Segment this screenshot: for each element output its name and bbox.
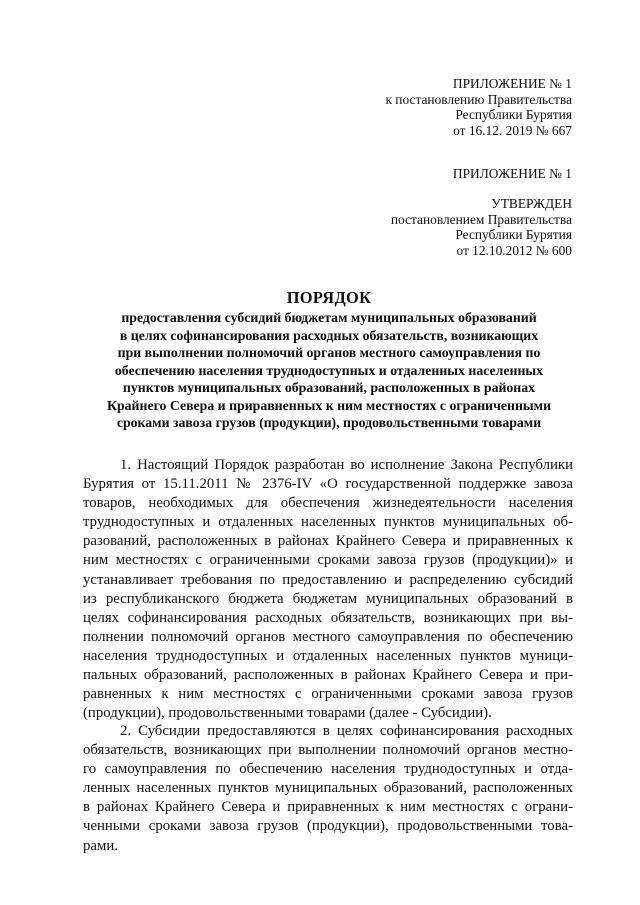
approved-label: УТВЕРЖДЕН [491,196,572,211]
paragraph-2 [83,722,573,856]
appendix-date-number: от 16.12. 2019 № 667 [453,122,572,138]
appendix-header [385,76,572,138]
paragraph-line: пальных образований, расположенных в районах Крайнего Севера и при- [83,667,573,684]
subtitle-line: при выполнении полномочий органов местного самоуправления по [117,345,541,360]
paragraph-line: равненных к ним местностях с ограниченными сроками завоза грузов [83,686,573,703]
subtitle-line: обеспечению населения труднодоступных и отдаленных населенных [114,362,544,378]
paragraph-line: го самоуправления по обеспечению населения труднодоступных и отда- [83,761,573,778]
paragraph-1 [83,456,573,723]
paragraph-line: целях софинансирования расходных обязательств, возникающих при вы- [83,609,573,626]
approved-republic: Республики Бурятия [455,227,572,243]
paragraph-line: ленных населенных пунктов муниципальных образований, расположенных [83,780,573,797]
appendix-header-2 [453,166,572,182]
paragraph-line: населения труднодоступных и отдаленных населенных пунктов муници- [83,647,573,664]
paragraph-line: 2. Субсидии предоставляются в целях софинансирования расходных [120,723,573,739]
approval-header [391,196,572,258]
paragraph-line: товаров, необходимых для обеспечения жизнедеятельности населения [83,495,573,512]
paragraph-line: полнении полномочий органов местного самоуправления по обеспечению [83,628,573,645]
paragraph-line: рами. [83,837,118,854]
document-subtitle [80,309,578,432]
paragraph-line: из республиканского бюджета бюджетам муниципальных образований в [83,590,573,607]
paragraph-line: ченными сроками завоза грузов (продукции), продовольственными това- [83,818,573,835]
appendix-label-2: ПРИЛОЖЕНИЕ № 1 [452,166,572,181]
approved-resolution: постановлением Правительства [390,211,572,227]
paragraph-line: 1. Настоящий Порядок разработан во исполнение Закона Республики [120,457,573,473]
paragraph-line: труднодоступных и отдаленных населенных пунктов муниципальных об- [83,514,573,531]
subtitle-line: Крайнего Севера и приравненных к ним местностях с ограниченными [106,397,552,413]
paragraph-line: в районах Крайнего Севера и приравненных к ним местностях с ограни- [83,799,573,816]
paragraph-line: устанавливает требования по предоставлению и распределению субсидий [83,571,573,588]
appendix-resolution-ref: к постановлению Правительства [385,91,572,107]
paragraph-line: Бурятия от 15.11.2011 № 2376-IV «О государственной поддержке завоза [83,476,573,493]
subtitle-line: в целях софинансирования расходных обязательств, возникающих [119,327,539,343]
paragraph-line: разований, расположенных в районах Крайнего Севера и приравненных к [83,533,573,550]
subtitle-line: пунктов муниципальных образований, расположенных в районах [122,380,536,395]
appendix-label: ПРИЛОЖЕНИЕ № 1 [452,76,572,91]
subtitle-line: предоставления субсидий бюджетам муниципальных образований [121,310,537,325]
approved-date-number: от 12.10.2012 № 600 [456,242,572,258]
appendix-republic: Республики Бурятия [455,107,572,123]
paragraph-line: обязательств, возникающих при выполнении полномочий органов местно- [83,742,573,759]
paragraph-line: (продукции), продовольственными товарами (далее - Субсидии). [83,705,492,722]
paragraph-line: ним местностях с ограниченными сроками завоза грузов (продукции)» и [83,552,573,569]
subtitle-line: сроками завоза грузов (продукции), продовольственными товарами [116,415,542,430]
document-title: ПОРЯДОК [286,288,372,307]
